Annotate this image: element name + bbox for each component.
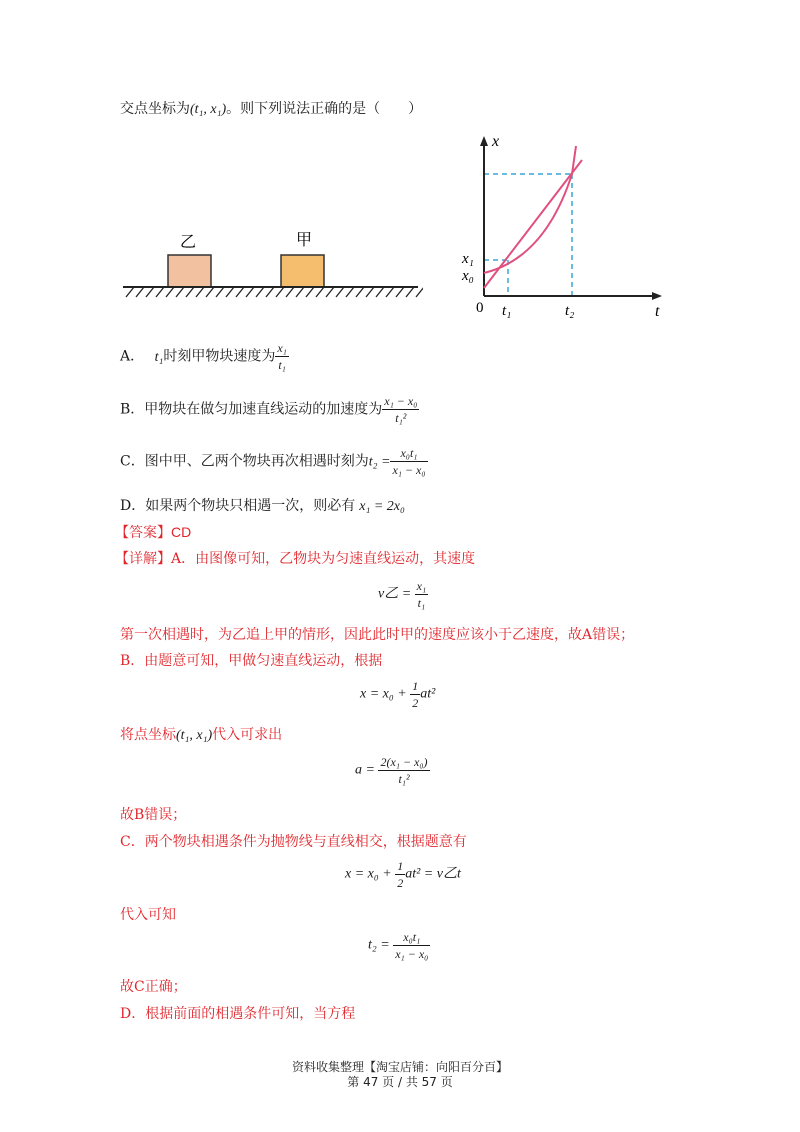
- t-axis-arrow: [652, 292, 662, 300]
- hatch-mark: [126, 287, 134, 297]
- footer-source: 资料收集整理【淘宝店铺：向阳百分百】: [291, 1060, 508, 1074]
- explanation-a-intro: [115, 550, 475, 568]
- answer-value: CD: [171, 524, 192, 540]
- option-d-eq: x₁ = 2x₀: [359, 499, 405, 514]
- option-d: [120, 497, 405, 516]
- explanation-b-conclusion: 故B错误；: [120, 807, 187, 823]
- option-b-num: x₁ − x₀: [384, 394, 418, 408]
- equation-4: [345, 860, 461, 889]
- eq2-fraction: [410, 680, 420, 709]
- option-b-fraction: [382, 395, 419, 424]
- tick-origin: 0: [476, 300, 484, 316]
- hatch-mark: [136, 287, 144, 297]
- tick-t2: t₂: [565, 303, 575, 319]
- option-a-label: A．: [120, 348, 145, 365]
- option-c-num: x₀t₁: [390, 447, 427, 462]
- xt-graph: [455, 128, 670, 323]
- axis-t-label: t: [655, 303, 660, 320]
- hatch-mark: [396, 287, 404, 297]
- hatch-mark: [236, 287, 244, 297]
- option-a-fraction: [275, 342, 289, 371]
- explanation-b-substitute: [120, 726, 282, 745]
- answer: [115, 523, 191, 542]
- hatch-mark: [246, 287, 254, 297]
- footer-page-number: 第 47 页 / 共 57 页: [347, 1075, 453, 1089]
- option-d-label: D．: [120, 498, 146, 514]
- eq2-num: 1: [412, 679, 419, 693]
- eq1-fraction: [415, 580, 429, 609]
- eq5-den: x₁ − x₀: [395, 947, 429, 961]
- hatch-mark: [146, 287, 154, 297]
- eq4-num: 1: [397, 859, 404, 873]
- option-c-lhs: t₂ =: [368, 454, 391, 470]
- question-intro-prefix: 交点坐标为: [120, 101, 190, 117]
- eq1-lhs: v乙 =: [378, 586, 412, 602]
- option-a-num: x₁: [277, 341, 287, 355]
- question-intro: [120, 100, 422, 119]
- option-c-fraction: [390, 447, 427, 476]
- option-b: [120, 395, 419, 424]
- option-c-den: x₁ − x₀: [392, 463, 426, 477]
- hatch-mark: [296, 287, 304, 297]
- option-a-den: t₁: [278, 358, 286, 372]
- explanation-c-intro: C．两个物块相遇条件为抛物线与直线相交，根据题意有: [120, 834, 467, 850]
- option-a-pre: t₁: [154, 349, 164, 365]
- parabola-jia: [484, 146, 576, 273]
- option-d-text: 如果两个物块只相遇一次，则必有: [145, 498, 356, 514]
- eq2-den: 2: [412, 696, 419, 710]
- eq3-lhs: a =: [355, 762, 375, 778]
- hatch-mark: [306, 287, 314, 297]
- axis-x-label: x: [492, 133, 500, 150]
- hatch-mark: [356, 287, 364, 297]
- hatch-mark: [386, 287, 394, 297]
- block-yi: [168, 255, 211, 287]
- b-sub-suffix: 代入可求出: [212, 727, 283, 743]
- equation-3: [355, 756, 430, 785]
- explanation-a-intro-text: A．由图像可知，乙物块为匀速直线运动，其速度: [171, 551, 476, 567]
- hatch-mark: [376, 287, 384, 297]
- hatch-mark: [166, 287, 174, 297]
- hatch-mark: [316, 287, 324, 297]
- answer-tag: 【答案】: [115, 525, 171, 541]
- hatch-mark: [286, 287, 294, 297]
- hatch-mark: [226, 287, 234, 297]
- eq2-lhs: x = x₀ +: [360, 686, 407, 702]
- eq1-den: t₁: [417, 596, 426, 610]
- explanation-d-intro: D．根据前面的相遇条件可知，当方程: [120, 1006, 356, 1022]
- eq1-num: x₁: [416, 579, 427, 593]
- tick-x1: x₁: [462, 251, 474, 267]
- hatch-mark: [156, 287, 164, 297]
- ground-hatching: [126, 287, 423, 297]
- blocks-figure: [118, 225, 423, 305]
- eq5-num: x₀t₁: [393, 931, 430, 946]
- hatch-mark: [336, 287, 344, 297]
- option-c: [120, 447, 428, 476]
- eq3-num: 2(x₁ − x₀): [380, 755, 428, 769]
- eq4-lhs: x = x₀ +: [345, 866, 392, 882]
- hatch-mark: [216, 287, 224, 297]
- explanation-c-substitute: 代入可知: [120, 907, 176, 923]
- question-intro-suffix: 。则下列说法正确的是（ ）: [226, 101, 423, 117]
- option-c-label: C．: [120, 453, 145, 470]
- hatch-mark: [326, 287, 334, 297]
- hatch-mark: [276, 287, 284, 297]
- eq5-lhs: t₂ =: [368, 937, 390, 953]
- eq3-fraction: [378, 756, 429, 785]
- hatch-mark: [186, 287, 194, 297]
- hatch-mark: [266, 287, 274, 297]
- hatch-mark: [196, 287, 204, 297]
- option-b-label: B．: [120, 401, 145, 418]
- tick-t1: t₁: [502, 303, 512, 319]
- equation-5: [368, 931, 430, 960]
- explanation-tag: 【详解】: [115, 551, 171, 567]
- eq3-den: t₁²: [398, 772, 410, 786]
- eq2-rhs: at²: [420, 686, 436, 702]
- hatch-mark: [206, 287, 214, 297]
- option-b-den: t₁²: [395, 411, 407, 425]
- explanation-b-intro: B．由题意可知，甲做匀速直线运动，根据: [120, 653, 383, 669]
- hatch-mark: [406, 287, 414, 297]
- block-jia: [281, 255, 324, 287]
- option-a: [120, 342, 289, 371]
- hatch-mark: [176, 287, 184, 297]
- option-a-text: 时刻甲物块速度为: [163, 348, 276, 365]
- explanation-a-conclusion: 第一次相遇时，为乙追上甲的情形，因此此时甲的速度应该小于乙速度，故A错误；: [120, 627, 635, 643]
- eq4-rhs: at² = v乙t: [405, 866, 461, 882]
- option-c-text: 图中甲、乙两个物块再次相遇时刻为: [144, 453, 369, 470]
- eq5-fraction: [393, 931, 430, 960]
- option-b-text: 甲物块在做匀加速直线运动的加速度为: [144, 401, 383, 418]
- hatch-mark: [366, 287, 374, 297]
- block-jia-label: 甲: [295, 230, 313, 249]
- question-intro-coord: (t₁, x₁): [190, 102, 227, 117]
- equation-2: [360, 680, 435, 709]
- hatch-mark: [256, 287, 264, 297]
- explanation-c-conclusion: 故C正确；: [120, 979, 187, 995]
- b-sub-prefix: 将点坐标: [120, 727, 176, 743]
- hatch-mark: [416, 287, 423, 297]
- equation-1: [378, 580, 428, 609]
- guide-lines: [484, 174, 572, 295]
- block-yi-label: 乙: [179, 232, 197, 251]
- hatch-mark: [346, 287, 354, 297]
- b-sub-coord: (t₁, x₁): [176, 728, 213, 743]
- tick-x0: x₀: [462, 268, 474, 284]
- eq4-den: 2: [397, 876, 404, 890]
- eq4-fraction: [395, 860, 405, 889]
- x-axis-arrow: [480, 136, 488, 146]
